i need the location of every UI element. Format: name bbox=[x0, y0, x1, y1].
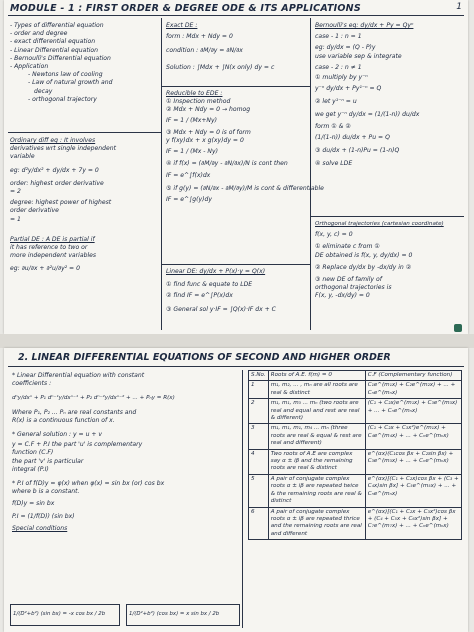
special-conditions-heading: Special conditions bbox=[12, 524, 68, 532]
text-line: P.I = (1/f(D)) (sin bx) bbox=[12, 512, 75, 520]
table-row bbox=[249, 449, 462, 474]
exact-de-section bbox=[166, 22, 274, 72]
table-cell: 4 bbox=[249, 449, 269, 474]
list-item: - Law of natural growth and bbox=[28, 79, 113, 87]
list-item: - exact differential equation bbox=[10, 38, 96, 46]
notes-page-1 bbox=[4, 0, 468, 334]
text-line: integral (P.I) bbox=[12, 465, 49, 473]
table-row bbox=[249, 474, 462, 507]
text-line: where b is a constant. bbox=[12, 488, 80, 496]
list-item: - orthogonal trajectory bbox=[28, 95, 97, 103]
orthogonal-heading: Orthogonal trajectories (cartesian coordinate) bbox=[315, 221, 444, 227]
list-item: - order and degree bbox=[10, 30, 68, 38]
table-header: C.F (Complementary function) bbox=[365, 371, 461, 381]
list-item: ⑤ if g(y) = (∂N/∂x - ∂M/∂y)/M is cont & differentiable bbox=[166, 184, 324, 192]
table-header-row bbox=[249, 371, 462, 381]
scanner-badge-icon bbox=[454, 324, 462, 332]
orthogonal-section bbox=[315, 220, 444, 301]
list-item: ④ solve LDE bbox=[315, 160, 353, 168]
table-cell: (C₁ + C₂x)e^(m₁x) + C₃e^(m₃x) + ... + Cₙe^(mₙx) bbox=[365, 399, 461, 424]
degree-value: = 1 bbox=[10, 215, 21, 223]
text-line: R(x) is a continuous function of x. bbox=[12, 416, 115, 424]
degree-definition: degree: highest power of highest bbox=[10, 199, 112, 207]
list-item: ② let y¹⁻ⁿ = u bbox=[315, 98, 357, 106]
section-divider bbox=[8, 132, 161, 133]
list-item: F(x, y, -dx/dy) = 0 bbox=[315, 292, 370, 300]
list-item: ① Inspection method bbox=[166, 98, 231, 106]
list-item: f(x, y, c) = 0 bbox=[315, 231, 353, 239]
list-item: IF = e^∫g(y)dy bbox=[166, 196, 213, 204]
section-divider bbox=[161, 86, 310, 87]
table-cell: C₁e^(m₁x) + C₂e^(m₂x) + ... + Cₙe^(mₙx) bbox=[365, 381, 461, 399]
column-divider bbox=[161, 18, 162, 330]
table-cell: e^(αx)[(C₁ + C₂x)cos βx + (C₃ + C₄x)sin βx] + C₅e^(m₅x) + ... + Cₙe^(mₙx) bbox=[365, 474, 461, 507]
table-cell: (C₁ + C₂x + C₃x²)e^(m₁x) + C₄e^(m₄x) + ... + Cₙe^(mₙx) bbox=[365, 424, 461, 449]
special-case-sin: 1/(D²+b²) (sin bx) = -x cos bx / 2b bbox=[13, 611, 106, 617]
list-item: (1/(1-n)) du/dx + Pu = Q bbox=[315, 134, 390, 142]
pde-section bbox=[10, 236, 96, 273]
list-item: we get y⁻ⁿ dy/dx = (1/(1-n)) du/dx bbox=[315, 110, 420, 118]
general-equation: dⁿy/dxⁿ + P₁ dⁿ⁻¹y/dxⁿ⁻¹ + P₂ dⁿ⁻²y/dxⁿ⁻² + ... + Pₙy = R(x) bbox=[12, 395, 175, 402]
list-item: ① multiply by y⁻ⁿ bbox=[315, 74, 368, 82]
reducible-section bbox=[166, 90, 324, 204]
exact-de-heading: Exact DE : bbox=[166, 22, 198, 29]
text-line: more independent variables bbox=[10, 252, 97, 260]
reducible-heading: Reducible to EDE : bbox=[166, 90, 223, 97]
special-case-cos: 1/(D²+b²) (cos bx) = x sin bx / 2b bbox=[129, 611, 220, 617]
list-item: ③ General sol y·IF = ∫Q(x)·IF dx + C bbox=[166, 305, 276, 313]
ode-example: eg: d²y/dx² + dy/dx + 7y = 0 bbox=[10, 166, 99, 174]
text-line: y = C.F + P.I the part 'u' is complementary bbox=[12, 441, 143, 449]
text-line: it has reference to two or bbox=[10, 244, 88, 252]
list-item: - Types of differential equation bbox=[10, 22, 104, 29]
list-item: use variable sep & integrate bbox=[315, 52, 402, 60]
section-divider bbox=[161, 264, 310, 265]
list-item: ③ new DE of family of bbox=[315, 276, 382, 284]
list-item: ① find func & equate to LDE bbox=[166, 281, 253, 289]
special-case-cos-box bbox=[126, 604, 240, 626]
table-header: Roots of A.E. f(m) = 0 bbox=[268, 371, 365, 381]
order-value: = 2 bbox=[10, 188, 21, 196]
list-item: form ① & ② bbox=[315, 122, 351, 130]
list-item: y f(xy)dx + x g(xy)dy = 0 bbox=[166, 137, 244, 145]
bernoulli-heading: Bernoulli's eq: dy/dx + Py = Qyⁿ bbox=[315, 22, 414, 29]
pi-heading: * P.I of f(D)y = φ(x) when φ(x) = sin bx (or) cos bx bbox=[12, 480, 165, 488]
list-item: ② find IF = e^∫P(x)dx bbox=[166, 292, 233, 300]
list-item: ① eliminate c from ① bbox=[315, 243, 380, 251]
text-line: coefficients : bbox=[12, 380, 52, 388]
pde-definition: Partial DE : A DE is partial if bbox=[10, 236, 95, 243]
table-cell: 6 bbox=[249, 507, 269, 540]
text-line: f(D)y = sin bx bbox=[12, 500, 55, 508]
list-item: ② Mdx + Ndy = 0 → homog bbox=[166, 106, 251, 114]
table-cell: A pair of conjugate complex roots α ± iβ are repeated thrice and the remaining roots are real and different bbox=[268, 507, 365, 540]
exact-solution: Solution : ∫Mdx + ∫N(x only) dy = c bbox=[166, 63, 275, 71]
column-divider bbox=[242, 370, 243, 628]
title-underline bbox=[8, 15, 464, 16]
list-item: orthogonal trajectories is bbox=[315, 284, 392, 292]
table-row bbox=[249, 399, 462, 424]
order-definition: order: highest order derivative bbox=[10, 179, 104, 187]
list-item: - Bernoulli's Differential equation bbox=[10, 54, 111, 62]
list-item: ③ Mdx + Ndy = 0 is of form bbox=[166, 128, 251, 136]
table-cell: 3 bbox=[249, 424, 269, 449]
exact-condition: condition : ∂M/∂y = ∂N/∂x bbox=[166, 47, 243, 55]
text-line: derivatives wrt single independent bbox=[10, 145, 117, 153]
list-item: IF = 1 / (Mx - Ny) bbox=[166, 148, 218, 156]
list-item: IF = 1 / (Mx+Ny) bbox=[166, 116, 217, 124]
page-number: 1 bbox=[456, 2, 462, 12]
general-solution: * General solution : y = u + v bbox=[12, 431, 103, 439]
ode-definition: Ordinary diff eq : It involves bbox=[10, 137, 96, 144]
text-line: * Linear Differential equation with constant bbox=[12, 372, 145, 379]
table-cell: e^(αx)[(C₁ + C₂x + C₃x²)cos βx + (C₄ + C₅x + C₆x²)sin βx] + C₇e^(m₇x) + ... + Cₙe^(mₙx) bbox=[365, 507, 461, 540]
list-item: - Application bbox=[10, 63, 49, 71]
linear-de-heading: Linear DE: dy/dx + P(x)·y = Q(x) bbox=[166, 268, 266, 275]
list-item: - Newtons law of cooling bbox=[28, 71, 103, 79]
topics-list bbox=[10, 22, 112, 104]
table-row bbox=[249, 381, 462, 399]
table-cell: m₁, m₂, ... , mₙ are all roots are real & distinct bbox=[268, 381, 365, 399]
section-divider bbox=[310, 216, 464, 217]
list-item: eg: dy/dx = (Q - P)y bbox=[315, 44, 376, 52]
text-line: order derivative bbox=[10, 207, 59, 215]
table-cell: m₁, m₁, m₁, m₄ ... mₙ (three roots are real & equal & rest are real and different) bbox=[268, 424, 365, 449]
pde-example: eg: ∂u/∂x + ∂²u/∂y² = 0 bbox=[10, 264, 80, 272]
table-cell: Two roots of A.E are complex say α ± iβ and the remaining roots are real & distinct bbox=[268, 449, 365, 474]
list-item: ④ if f(x) = (∂M/∂y - ∂N/∂x)/N is cont then bbox=[166, 160, 288, 168]
table-cell: 1 bbox=[249, 381, 269, 399]
table-cell: e^(αx)(C₁cos βx + C₂sin βx) + C₃e^(m₃x) + ... + Cₙe^(mₙx) bbox=[365, 449, 461, 474]
table-cell: A pair of conjugate complex roots α ± iβ are repeated twice & the remaining roots are real & distinct bbox=[268, 474, 365, 507]
page-title: 2. LINEAR DIFFERENTIAL EQUATIONS OF SECOND AND HIGHER ORDER bbox=[18, 352, 391, 363]
list-item: case - 1 : n = 1 bbox=[315, 33, 362, 41]
page-gap bbox=[0, 334, 474, 348]
special-case-sin-box bbox=[10, 604, 120, 626]
list-item: ③ du/dx + (1-n)Pu = (1-n)Q bbox=[315, 147, 400, 155]
list-item: case - 2 : n ≠ 1 bbox=[315, 63, 362, 71]
list-item: DE obtained is f(x, y, dy/dx) = 0 bbox=[315, 251, 413, 259]
text-line: the part 'v' is particular bbox=[12, 457, 84, 465]
table-header: S.No. bbox=[249, 371, 269, 381]
table-row bbox=[249, 507, 462, 540]
table-row bbox=[249, 424, 462, 449]
table-cell: m₁, m₁, m₃ ... mₙ (two roots are real and equal and rest are real & different) bbox=[268, 399, 365, 424]
exact-form: form : Mdx + Ndy = 0 bbox=[166, 33, 233, 41]
cf-roots-table bbox=[248, 370, 462, 540]
ode-section bbox=[10, 137, 116, 224]
bernoulli-section bbox=[315, 22, 419, 169]
table-cell: 5 bbox=[249, 474, 269, 507]
linear-de-section bbox=[166, 268, 276, 314]
text-line: variable bbox=[10, 153, 35, 161]
list-item: - Linear Differential equation bbox=[10, 46, 98, 54]
list-item: ② Replace dy/dx by -dx/dy in ② bbox=[315, 263, 412, 271]
table-cell: 2 bbox=[249, 399, 269, 424]
text-line: function (C.F) bbox=[12, 449, 54, 457]
list-item: y⁻ⁿ dy/dx + Py¹⁻ⁿ = Q bbox=[315, 85, 382, 93]
page-title: MODULE - 1 : FIRST ORDER & DEGREE ODE & ITS APPLICATIONS bbox=[10, 3, 361, 14]
notes-page-2 bbox=[4, 348, 468, 632]
list-item: decay bbox=[34, 87, 53, 95]
linear-de-constant-coeff-section bbox=[12, 372, 175, 533]
list-item: IF = e^∫f(x)dx bbox=[166, 171, 211, 179]
text-line: Where P₁, P₂ ... Pₙ are real constants and bbox=[12, 408, 137, 416]
title-underline bbox=[8, 366, 464, 367]
